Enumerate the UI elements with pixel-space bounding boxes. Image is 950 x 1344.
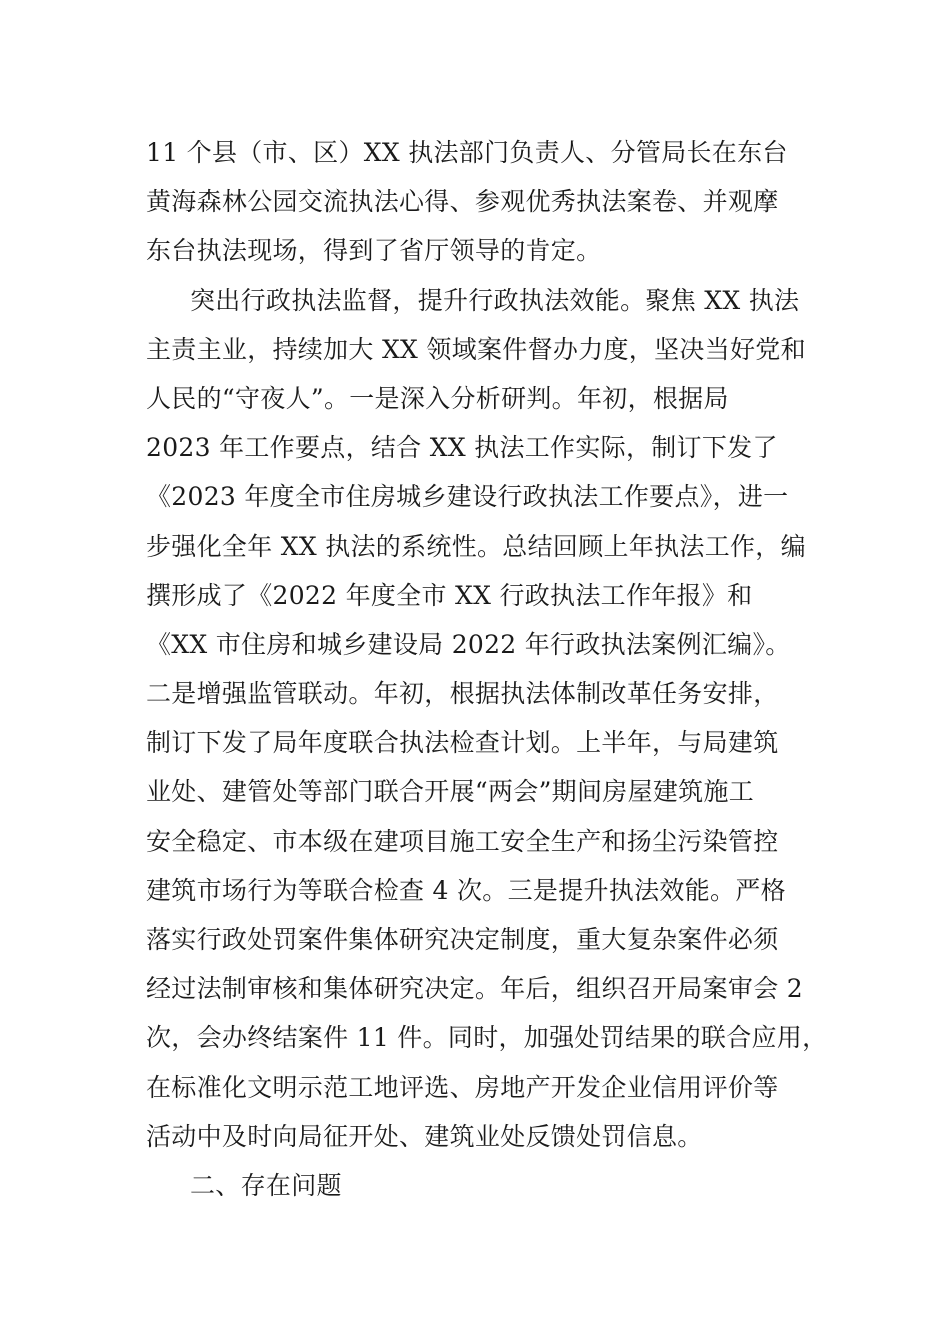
document-body xyxy=(146,128,836,1210)
text-line: 建筑市场行为等联合检查 4 次。三是提升执法效能。严格 xyxy=(146,875,786,905)
text-line: 在标准化文明示范工地评选、房地产开发企业信用评价等 xyxy=(146,1072,779,1102)
text-line: 11 个县（市、区）XX 执法部门负责人、分管局长在东台 xyxy=(146,138,788,167)
text-line: 主责主业，持续加大 XX 领域案件督办力度，坚决当好党和 xyxy=(146,334,806,364)
text-line: 二是增强监管联动。年初，根据执法体制改革任务安排， xyxy=(146,679,779,709)
text-line: 业处、建管处等部门联合开展“两会”期间房屋建筑施工 xyxy=(146,777,755,807)
text-line: 黄海森林公园交流执法心得、参观优秀执法案卷、并观摩 xyxy=(146,187,779,217)
text-line: 活动中及时向局征开处、建筑业处反馈处罚信息。 xyxy=(146,1121,703,1151)
text-line: 安全稳定、市本级在建项目施工安全生产和扬尘污染管控 xyxy=(146,826,779,856)
text-line: 撰形成了《2022 年度全市 XX 行政执法工作年报》和 xyxy=(146,580,753,610)
text-line: 《XX 市住房和城乡建设局 2022 年行政执法案例汇编》。 xyxy=(146,629,791,659)
text-line: 《2023 年度全市住房城乡建设行政执法工作要点》，进一 xyxy=(146,482,789,512)
text-line: 经过法制审核和集体研究决定。年后，组织召开局案审会 2 xyxy=(146,974,803,1004)
paragraph-start-line: 突出行政执法监督，提升行政执法效能。聚焦 XX 执法 xyxy=(190,285,800,315)
text-line: 2023 年工作要点，结合 XX 执法工作实际，制订下发了 xyxy=(146,433,778,463)
text-line: 次，会办终结案件 11 件。同时，加强处罚结果的联合应用， xyxy=(146,1023,828,1053)
section-heading: 二、存在问题 xyxy=(190,1170,342,1200)
text-line: 步强化全年 XX 执法的系统性。总结回顾上年执法工作，编 xyxy=(146,531,806,561)
text-line: 落实行政处罚案件集体研究决定制度，重大复杂案件必须 xyxy=(146,925,779,954)
text-line: 人民的“守夜人”。一是深入分析研判。年初，根据局 xyxy=(146,383,729,413)
text-line: 制订下发了局年度联合执法检查计划。上半年，与局建筑 xyxy=(146,728,779,758)
text-line: 东台执法现场，得到了省厅领导的肯定。 xyxy=(146,236,602,266)
